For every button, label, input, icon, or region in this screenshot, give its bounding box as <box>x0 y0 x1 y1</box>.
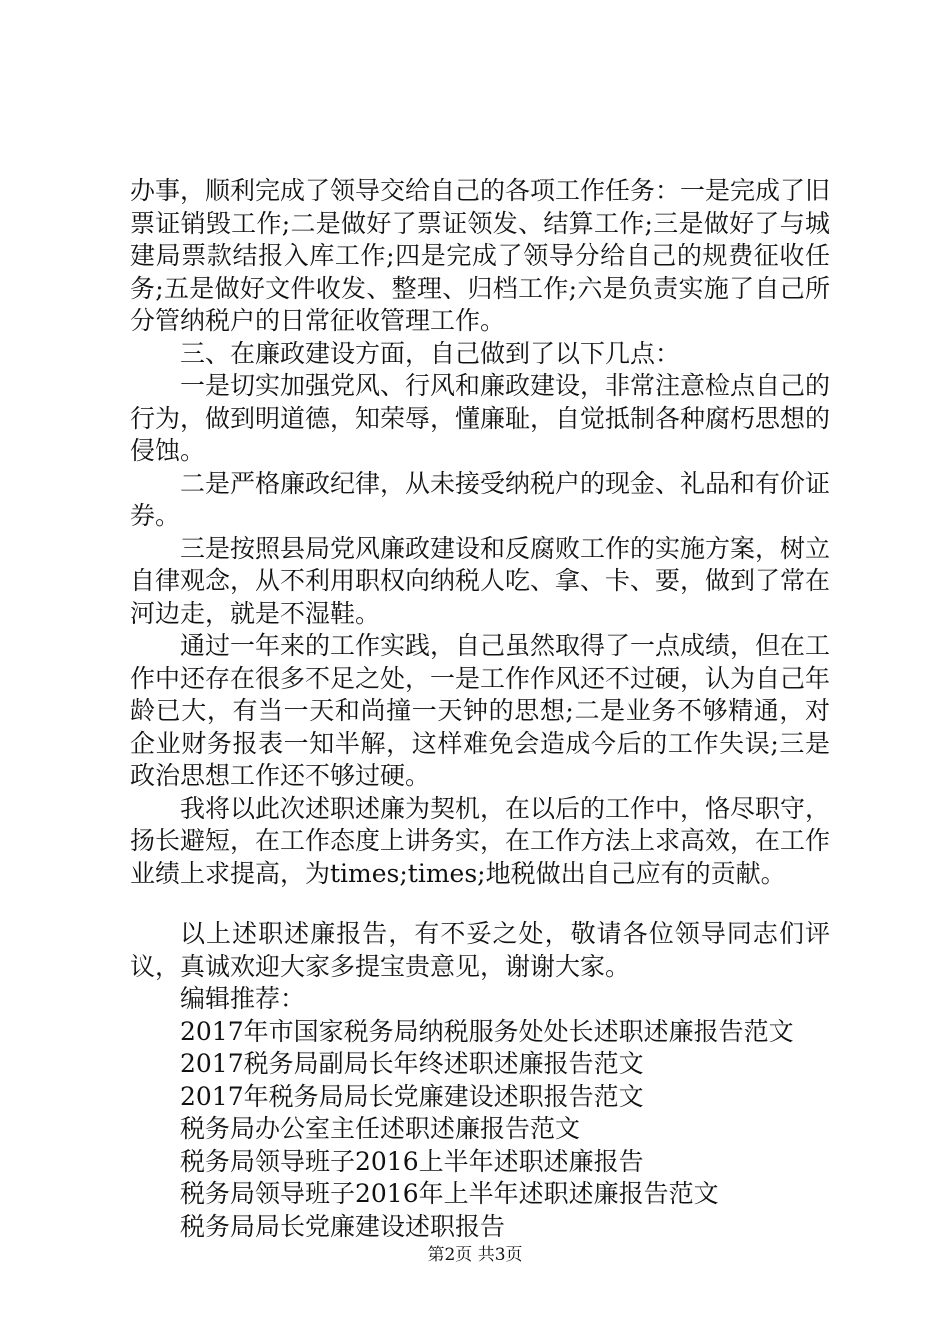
recommend-item: 2017税务局副局长年终述职述廉报告范文 <box>180 1049 644 1078</box>
document-body <box>130 175 830 1243</box>
paragraph-4: 二是严格廉政纪律，从未接受纳税户的现金、礼品和有价证券。 <box>130 468 831 530</box>
recommend-item: 税务局局长党廉建设述职报告 <box>180 1211 506 1241</box>
page-number-footer: 第2页 共3页 <box>427 1245 523 1265</box>
paragraph-5: 三是按照县局党风廉政建设和反腐败工作的实施方案，树立自律观念，从不利用职权向纳税人吃、拿、卡、要，做到了常在河边走，就是不湿鞋。 <box>130 533 831 628</box>
paragraph-6: 通过一年来的工作实践，自己虽然取得了一点成绩，但在工作中还存在很多不足之处，一是工作作风还不过硬，认为自己年龄已大，有当一天和尚撞一天钟的思想;二是业务不够精通，对企业财务报表一知半解，这样难免会造成今后的工作失误;三是政治思想工作还不够过硬。 <box>130 631 831 790</box>
recommend-item: 税务局领导班子2016上半年述职述廉报告 <box>180 1146 644 1176</box>
recommend-heading: 编辑推荐： <box>180 984 306 1013</box>
recommend-item: 税务局领导班子2016年上半年述职述廉报告范文 <box>180 1179 719 1208</box>
paragraph-7: 我将以此次述职述廉为契机，在以后的工作中，恪尽职守，扬长避短，在工作态度上讲务实，在工作方法上求高效，在工作业绩上求提高，为times;times;地税做出自己应有的贡献。 <box>130 793 831 888</box>
closing-paragraph: 以上述职述廉报告，有不妥之处，敬请各位领导同志们评议，真诚欢迎大家多提宝贵意见，谢谢大家。 <box>130 919 830 981</box>
recommend-item: 税务局办公室主任述职述廉报告范文 <box>180 1114 581 1143</box>
recommend-item: 2017年市国家税务局纳税服务处处长述职述廉报告范文 <box>180 1016 794 1046</box>
paragraph-1: 办事，顺利完成了领导交给自己的各项工作任务：一是完成了旧票证销毁工作;二是做好了票证领发、结算工作;三是做好了与城建局票款结报入库工作;四是完成了领导分给自己的规费征收任务;五是做好文件收发、整理、归档工作;六是负责实施了自己所分管纳税户的日常征收管理工作。 <box>130 176 831 335</box>
recommend-list <box>130 1016 830 1244</box>
blank-line <box>130 890 830 918</box>
recommend-item: 2017年税务局局长党廉建设述职报告范文 <box>180 1081 644 1111</box>
paragraph-3: 一是切实加强党风、行风和廉政建设，非常注意检点自己的行为，做到明道德，知荣辱，懂廉耻，自觉抵制各种腐朽思想的侵蚀。 <box>130 371 831 465</box>
paragraph-2: 三、在廉政建设方面，自己做到了以下几点： <box>180 338 681 368</box>
